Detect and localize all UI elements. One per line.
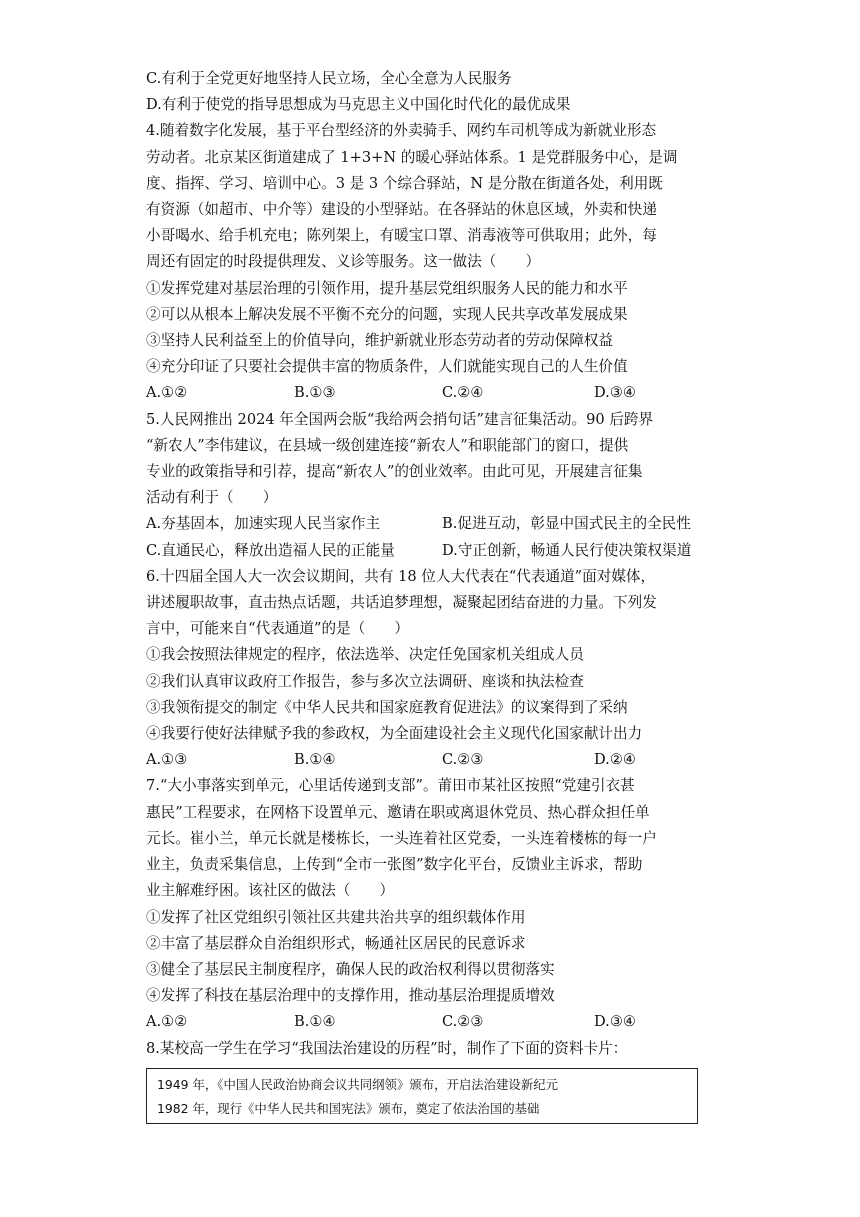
- q5-option-c: C.直通民心，释放出造福人民的正能量: [146, 541, 395, 559]
- card-line-1949: 1949 年，《中国人民政治协商会议共同纲领》颁布，开启法治建设新纪元: [157, 1077, 558, 1092]
- q3-option-d: D.有利于使党的指导思想成为马克思主义中国化时代化的最优成果: [146, 96, 571, 114]
- question-5: [146, 407, 706, 564]
- q4-option-d: D.③④: [594, 384, 636, 402]
- material-card: [146, 1068, 698, 1124]
- q6-item-4: ④我要行使好法律赋予我的参政权，为全面建设社会主义现代化国家献计出力: [146, 725, 643, 743]
- q4-stem-line: 周还有固定的时段提供理发、义诊等服务。这一做法（ ）: [146, 253, 541, 271]
- q7-item-2: ②丰富了基层群众自治组织形式，畅通社区居民的民意诉求: [146, 934, 526, 952]
- q6-options: [146, 747, 706, 773]
- q8-stem: 8.某校高一学生在学习“我国法治建设的历程”时，制作了下面的资料卡片：: [146, 1039, 628, 1057]
- q5-stem-line: 5.人民网推出 2024 年全国两会版“我给两会捎句话”建言征集活动。90 后跨界: [146, 410, 654, 428]
- q4-option-b: B.①③: [294, 384, 336, 402]
- q5-option-b: B.促进互动，彰显中国式民主的全民性: [442, 515, 691, 533]
- q4-stem-line: 小哥喝水、给手机充电；陈列架上，有暖宝口罩、消毒液等可供取用；此外，每: [146, 227, 657, 245]
- q7-options: [146, 1009, 706, 1035]
- q6-option-a: A.①③: [146, 751, 188, 769]
- q4-option-a: A.①②: [146, 384, 188, 402]
- q4-item-1: ①发挥党建对基层治理的引领作用，提升基层党组织服务人民的能力和水平: [146, 279, 628, 297]
- q4-stem-line: 有资源（如超市、中介等）建设的小型驿站。在各驿站的休息区域，外卖和快递: [146, 201, 657, 219]
- question-page: [146, 66, 706, 1062]
- q6-option-d: D.②④: [594, 751, 636, 769]
- q4-item-4: ④充分印证了只要社会提供丰富的物质条件，人们就能实现自己的人生价值: [146, 358, 628, 376]
- q4-stem-line: 劳动者。北京某区街道建成了 1+3+N 的暖心驿站体系。1 是党群服务中心，是调: [146, 148, 678, 166]
- q7-option-a: A.①②: [146, 1013, 188, 1031]
- q7-item-3: ③健全了基层民主制度程序，确保人民的政治权利得以贯彻落实: [146, 960, 555, 978]
- question-7: [146, 773, 706, 1035]
- q7-stem-line: 7.“大小事落实到单元，心里话传递到支部”。莆田市某社区按照“党建引衣甚: [146, 777, 635, 795]
- q5-stem-line: “新农人”李伟建议，在县域一级创建连接“新农人”和职能部门的窗口，提供: [146, 436, 629, 454]
- q7-stem-line: 元长。崔小兰，单元长就是楼栋长，一头连着社区党委，一头连着楼栋的每一户: [146, 829, 657, 847]
- card-line-1982: 1982 年，现行《中华人民共和国宪法》颁布，奠定了依法治国的基础: [157, 1101, 540, 1116]
- q6-item-3: ③我领衔提交的制定《中华人民共和国家庭教育促进法》的议案得到了采纳: [146, 698, 628, 716]
- q3-option-c: C.有利于全党更好地坚持人民立场，全心全意为人民服务: [146, 70, 512, 87]
- q6-stem-line: 讲述履职故事，直击热点话题，共话追梦理想，凝聚起团结奋进的力量。下列发: [146, 594, 657, 612]
- q7-option-c: C.②③: [442, 1013, 484, 1031]
- q7-option-d: D.③④: [594, 1013, 636, 1031]
- q7-stem-line: 业主，负责采集信息，上传到“全市一张图”数字化平台，反馈业主诉求，帮助: [146, 856, 643, 874]
- question-4: [146, 118, 706, 406]
- q7-option-b: B.①④: [294, 1013, 336, 1031]
- q4-option-c: C.②④: [442, 384, 484, 402]
- question-6: [146, 564, 706, 774]
- q5-stem-line: 活动有利于（ ）: [146, 489, 278, 507]
- q6-stem-line: 言中，可能来自“代表通道”的是（ ）: [146, 620, 410, 638]
- q6-stem-line: 6.十四届全国人大一次会议期间，共有 18 位人大代表在“代表通道”面对媒体，: [146, 567, 656, 585]
- q5-options-row-1: [146, 511, 706, 537]
- q5-options-row-2: [146, 538, 706, 564]
- q6-option-c: C.②③: [442, 751, 484, 769]
- q4-stem-line: 4.随着数字化发展，基于平台型经济的外卖骑手、网约车司机等成为新就业形态: [146, 122, 657, 140]
- q4-item-2: ②可以从根本上解决发展不平衡不充分的问题，实现人民共享改革发展成果: [146, 305, 628, 323]
- q5-option-a: A.夯基固本，加速实现人民当家作主: [146, 515, 381, 533]
- q7-item-1: ①发挥了社区党组织引领社区共建共治共享的组织载体作用: [146, 908, 526, 926]
- q4-options: [146, 380, 706, 406]
- q7-stem-line: 惠民”工程要求，在网格下设置单元、邀请在职或离退休党员、热心群众担任单: [146, 803, 650, 821]
- q4-item-3: ③坚持人民利益至上的价值导向，维护新就业形态劳动者的劳动保障权益: [146, 332, 614, 350]
- q6-option-b: B.①④: [294, 751, 336, 769]
- q7-item-4: ④发挥了科技在基层治理中的支撑作用，推动基层治理提质增效: [146, 987, 555, 1005]
- q5-stem-line: 专业的政策指导和引荐，提高“新农人”的创业效率。由此可见，开展建言征集: [146, 463, 643, 481]
- q4-stem-line: 度、指挥、学习、培训中心。3 是 3 个综合驿站，N 是分散在街道各处，利用既: [146, 174, 663, 192]
- q6-item-1: ①我会按照法律规定的程序，依法选举、决定任免国家机关组成人员: [146, 646, 584, 664]
- q5-option-d: D.守正创新，畅通人民行使决策权渠道: [442, 541, 692, 559]
- q7-stem-line: 业主解难纾困。该社区的做法（ ）: [146, 882, 395, 900]
- q6-item-2: ②我们认真审议政府工作报告，参与多次立法调研、座谈和执法检查: [146, 672, 584, 690]
